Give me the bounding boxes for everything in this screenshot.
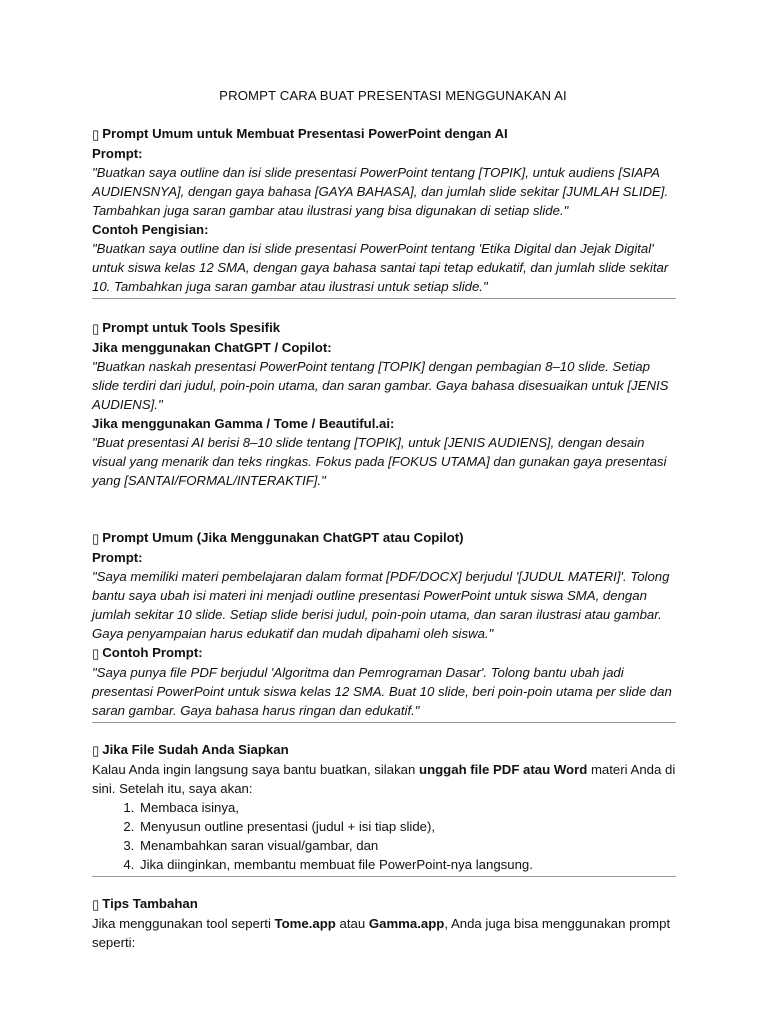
prompt-text: "Saya memiliki materi pembelajaran dalam format [PDF/DOCX] berjudul '[JUDUL MATERI]'. Tolong bantu saya ubah isi materi ini menjadi outline presentasi PowerPoint untuk siswa SMA, dengan jumlah sekitar 10 slide. Setiap slide berisi judul, poin-poin utama, dan saran ilustrasi atau gambar. Gaya penyampaian harus edukatif dan mudah dipahami oleh siswa."	[92, 569, 670, 641]
example-text: "Saya punya file PDF berjudul 'Algoritma dan Pemrograman Dasar'. Tolong bantu ubah jadi presentasi PowerPoint untuk siswa kelas 12 SMA. Buat 10 slide, beri poin-poin utama per slide dan saran gambar. Gaya bahasa harus ringan dan edukatif."	[92, 665, 672, 718]
gamma-label: Jika menggunakan Gamma / Tome / Beautiful.ai:	[92, 416, 395, 431]
section-file-siap	[92, 740, 676, 877]
example-label	[92, 643, 676, 663]
list-item: 2. Menyusun outline presentasi (judul + isi tiap slide),	[138, 817, 676, 836]
intro-text-end: materi Anda di sini. Setelah itu, saya akan:	[92, 762, 676, 796]
section-tools-spesifik	[92, 318, 676, 490]
chatgpt-label: Jika menggunakan ChatGPT / Copilot:	[92, 340, 332, 355]
intro-bold-text: unggah file PDF atau Word	[419, 762, 588, 777]
tips-text: atau	[335, 916, 369, 931]
document-title: PROMPT CARA BUAT PRESENTASI MENGGUNAKAN AI	[219, 88, 567, 103]
list-item: 1. Membaca isinya,	[138, 798, 676, 817]
intro-paragraph	[92, 760, 676, 798]
heading-text: Tips Tambahan	[102, 896, 198, 911]
prompt-text: "Buatkan saya outline dan isi slide presentasi PowerPoint tentang [TOPIK], untuk audiens [SIAPA AUDIENSNYA], dengan gaya bahasa [GAYA BAHASA], dan jumlah slide sekitar [JUMLAH SLIDE]. Tambahkan juga saran gambar atau ilustrasi yang bisa digunakan di setiap slide."	[92, 165, 669, 218]
prompt-label: Prompt:	[92, 550, 143, 565]
heading-text: Prompt Umum untuk Membuat Presentasi PowerPoint dengan AI	[102, 126, 508, 141]
missing-glyph-icon: ▯	[92, 128, 100, 143]
steps-list	[92, 798, 676, 874]
section-heading	[92, 740, 676, 760]
prompt-label: Prompt:	[92, 146, 143, 161]
missing-glyph-icon: ▯	[92, 532, 100, 547]
missing-glyph-icon: ▯	[92, 647, 100, 662]
heading-text: Prompt Umum (Jika Menggunakan ChatGPT atau Copilot)	[102, 530, 464, 545]
heading-text: Jika File Sudah Anda Siapkan	[102, 742, 289, 757]
section-heading	[92, 528, 676, 548]
example-label: Contoh Pengisian:	[92, 222, 209, 237]
list-item: 3. Menambahkan saran visual/gambar, dan	[138, 836, 676, 855]
section-heading	[92, 318, 676, 338]
intro-text: Kalau Anda ingin langsung saya bantu buatkan, silakan	[92, 762, 420, 777]
section-tips-tambahan	[92, 894, 676, 952]
section-prompt-file	[92, 528, 676, 723]
chatgpt-prompt-text: "Buatkan naskah presentasi PowerPoint tentang [TOPIK] dengan pembagian 8–10 slide. Setiap slide terdiri dari judul, poin-poin utama, dan saran gambar. Gaya bahasa disesuaikan untuk [JENIS AUDIENS]."	[92, 359, 669, 412]
gamma-prompt-text: "Buat presentasi AI berisi 8–10 slide tentang [TOPIK], untuk [JENIS AUDIENS], dengan desain visual yang menarik dan teks ringkas. Fokus pada [FOKUS UTAMA] dan gunakan gaya presentasi yang [SANTAI/FORMAL/INTERAKTIF]."	[92, 435, 667, 488]
missing-glyph-icon: ▯	[92, 322, 100, 337]
missing-glyph-icon: ▯	[92, 898, 100, 913]
list-item: 4. Jika diinginkan, membantu membuat file PowerPoint-nya langsung.	[138, 855, 676, 874]
section-heading	[92, 894, 676, 914]
missing-glyph-icon: ▯	[92, 744, 100, 759]
example-label-text: Contoh Prompt:	[102, 645, 203, 660]
section-prompt-umum	[92, 124, 676, 299]
heading-text: Prompt untuk Tools Spesifik	[102, 320, 281, 335]
tool-name-tome: Tome.app	[274, 916, 336, 931]
tips-text: Jika menggunakan tool seperti	[92, 916, 275, 931]
tips-text: , Anda juga bisa menggunakan prompt seperti:	[92, 916, 671, 950]
document-body	[92, 86, 676, 952]
tips-paragraph	[92, 914, 676, 952]
tool-name-gamma: Gamma.app	[368, 916, 445, 931]
section-heading	[92, 124, 676, 144]
example-text: "Buatkan saya outline dan isi slide presentasi PowerPoint tentang 'Etika Digital dan Jejak Digital' untuk siswa kelas 12 SMA, dengan gaya bahasa santai tapi tetap edukatif, dan jumlah slide sekitar 10. Tambahkan juga saran gambar atau ilustrasi untuk setiap slide."	[92, 241, 669, 294]
